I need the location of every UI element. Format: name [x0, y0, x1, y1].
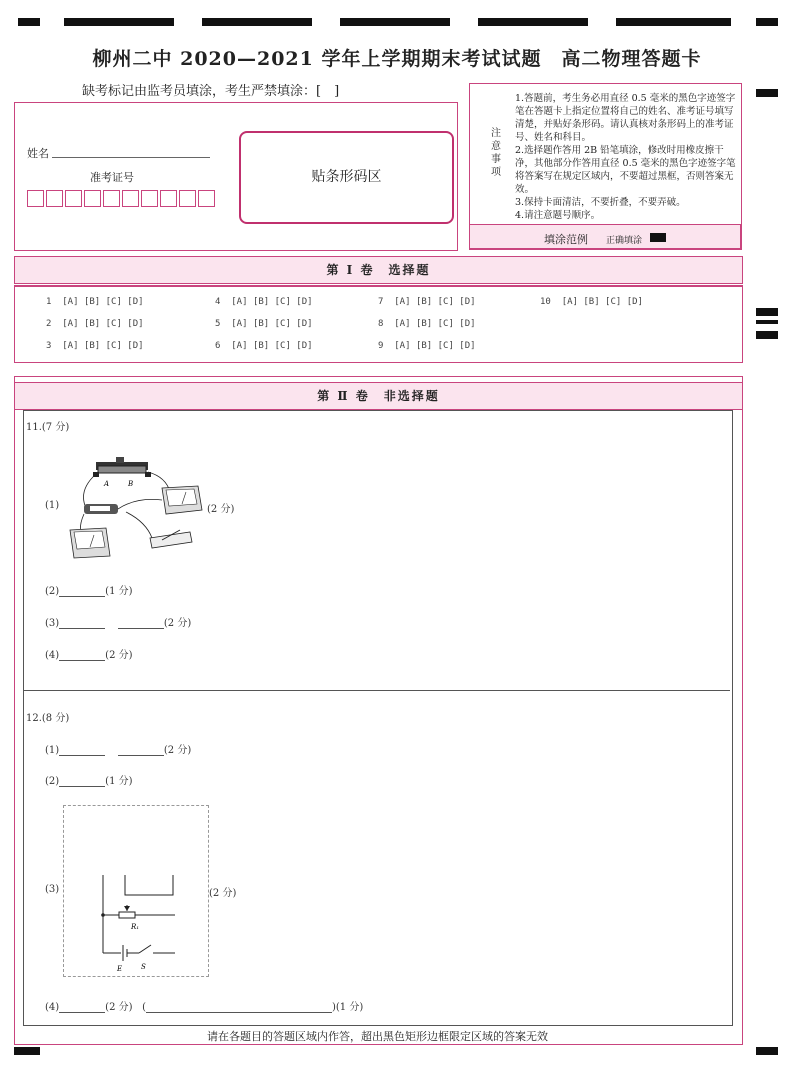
q12-part3-label: (3) — [45, 884, 60, 895]
fill-example-label: 填涂范例 — [544, 233, 588, 246]
ammeter — [162, 486, 202, 514]
timing-mark — [202, 18, 312, 26]
page-title: 柳州二中 2020—2021 学年上学期期末考试试题 高二物理答题卡 — [92, 48, 702, 70]
answer-blank[interactable] — [59, 745, 105, 756]
choice-question-10[interactable]: 10 [A] [B] [C] [D] — [540, 297, 643, 307]
q11-part3: (3) (2 分) — [45, 618, 192, 629]
q12-heading: 12.(8 分) — [26, 713, 70, 724]
timing-mark — [756, 320, 778, 324]
q11-experiment-figure — [66, 452, 206, 562]
q12-part4: (4) (2 分) ( )(1 分) — [45, 1002, 364, 1013]
timing-mark — [64, 18, 174, 26]
notice-item: 3.保持卡面清洁，不要折叠，不要弄破。 — [515, 197, 686, 208]
q11-part2: (2) (1 分) — [45, 586, 133, 597]
section-1-header — [14, 256, 743, 284]
answer-blank[interactable] — [118, 745, 164, 756]
answer-blank[interactable] — [59, 586, 105, 597]
q12-part3-score: (2 分) — [209, 888, 237, 899]
label-e: E — [117, 965, 123, 973]
timing-mark — [756, 331, 778, 339]
choice-question-5[interactable]: 5 [A] [B] [C] [D] — [215, 319, 313, 329]
choice-question-3[interactable]: 3 [A] [B] [C] [D] — [46, 341, 144, 351]
q12-circuit-figure — [63, 805, 207, 975]
choice-question-7[interactable]: 7 [A] [B] [C] [D] — [378, 297, 476, 307]
timing-mark — [14, 1047, 40, 1055]
question-divider — [24, 690, 730, 691]
notice-item: 2.选择题作答用 2B 铅笔填涂，修改时用橡皮擦干净，其他部分作答用直径 0.5 毫米的黑色字迹签字笔将答案写在规定区域内，不要超过黑框，否则答案无效。 — [515, 145, 736, 195]
timing-mark — [478, 18, 588, 26]
label-s: S — [141, 963, 146, 971]
barcode-label: 贴条形码区 — [311, 169, 382, 185]
answer-blank[interactable] — [59, 1002, 105, 1013]
choice-question-4[interactable]: 4 [A] [B] [C] [D] — [215, 297, 313, 307]
answer-blank[interactable] — [59, 618, 105, 629]
answer-blank[interactable] — [146, 1002, 332, 1013]
q11-part1-score: (2 分) — [207, 504, 235, 515]
name-field[interactable] — [52, 157, 210, 158]
name-label: 姓名 — [27, 147, 49, 160]
answer-blank[interactable] — [59, 650, 105, 661]
footer-note: 请在各题目的答题区域内作答，超出黑色矩形边框限定区域的答案无效 — [207, 1030, 548, 1043]
notice-heading: 注意事项 — [491, 128, 501, 178]
exam-number-label: 准考证号 — [90, 171, 134, 184]
notice-item: 1.答题前，考生务必用直径 0.5 毫米的黑色字迹签字笔在答题卡上指定位置将自己的姓名、准考证号填写清楚，并贴好条形码。请认真核对条形码上的准考证号、姓名和科目。 — [515, 93, 736, 143]
label-a: A — [104, 480, 110, 488]
timing-mark — [616, 18, 731, 26]
timing-mark — [18, 18, 40, 26]
choice-question-2[interactable]: 2 [A] [B] [C] [D] — [46, 319, 144, 329]
voltmeter — [70, 528, 110, 558]
absent-mark-note: 缺考标记由监考员填涂，考生严禁填涂：[ ] — [82, 84, 340, 99]
choice-question-8[interactable]: 8 [A] [B] [C] [D] — [378, 319, 476, 329]
fill-correct-label: 正确填涂 — [606, 236, 643, 246]
q12-part1: (1) (2 分) — [45, 745, 192, 756]
section-1-title: 第 Ⅰ 卷 选择题 — [326, 263, 431, 277]
barcode-area — [239, 131, 454, 224]
timing-mark — [756, 18, 778, 26]
choice-question-9[interactable]: 9 [A] [B] [C] [D] — [378, 341, 476, 351]
choice-question-1[interactable]: 1 [A] [B] [C] [D] — [46, 297, 144, 307]
timing-mark — [340, 18, 450, 26]
notice-item: 4.请注意题号顺序。 — [515, 210, 601, 221]
timing-mark — [756, 308, 778, 316]
filled-bubble-icon — [650, 233, 666, 242]
q12-part2: (2) (1 分) — [45, 776, 133, 787]
section-2-title: 第 Ⅱ 卷 非选择题 — [317, 389, 440, 403]
choice-question-6[interactable]: 6 [A] [B] [C] [D] — [215, 341, 313, 351]
notice-list — [515, 92, 737, 222]
timing-mark — [756, 89, 778, 97]
answer-blank[interactable] — [118, 618, 164, 629]
exam-number-cells[interactable] — [27, 190, 217, 211]
q11-part4: (4) (2 分) — [45, 650, 133, 661]
q11-heading: 11.(7 分) — [26, 422, 70, 433]
label-r1: R₁ — [131, 923, 140, 931]
section-2-header — [14, 382, 743, 410]
switch — [150, 530, 192, 548]
fill-example-bar — [469, 224, 741, 249]
answer-blank[interactable] — [59, 776, 105, 787]
q11-part1-label: (1) — [45, 500, 60, 511]
label-b: B — [128, 480, 134, 488]
timing-mark — [756, 1047, 778, 1055]
